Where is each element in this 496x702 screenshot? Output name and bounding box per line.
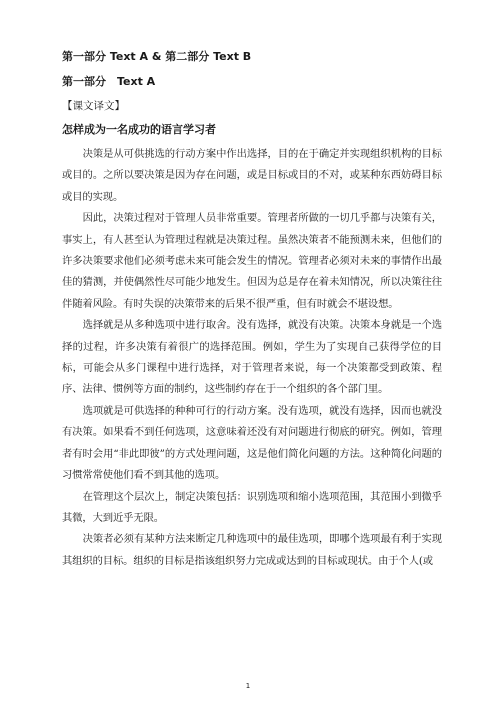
section-heading: 第一部分 Text A & 第二部分 Text B (62, 50, 252, 63)
page-number: 1 (245, 682, 251, 690)
paragraph: 决策是从可供挑选的行动方案中作出选择，目的在于确定并实现组织机构的目标或目的。之所以要决策是因为存在问题，或是目标或目的不对，或某种东西妨碍目标或目的实现。 (62, 148, 442, 203)
subsection-heading: 第一部分 Text A (62, 75, 156, 88)
section-label: 【课文译文】 (62, 100, 125, 112)
paragraph: 在管理这个层次上，制定决策包括：识别选项和缩小选项范围，其范围小到微乎其微，大到近乎无限。 (62, 490, 442, 524)
paragraph: 选择就是从多种选项中进行取舍。没有选择，就没有决策。决策本身就是一个选择的过程，许多决策有着很广的选择范围。例如，学生为了实现自己获得学位的目标，可能会从多门课程中进行选择，对于管理者来说，每一个决策都受到政策、程序、法律、惯例等方面的制约，这些制约存在于一个组织的各个部门里。 (62, 319, 442, 396)
document-body (62, 50, 442, 572)
paragraph: 选项就是可供选择的种种可行的行动方案。没有选项，就没有选择，因而也就没有决策。如果看不到任何选项，这意味着还没有对问题进行彻底的研究。例如，管理者有时会用“非此即彼”的方式处理问题，这是他们简化问题的方法。这种简化问题的习惯常常使他们看不到其他的选项。 (62, 404, 442, 482)
paragraph: 决策者必须有某种方法来断定几种选项中的最佳选项，即哪个选项最有利于实现其组织的目标。组织的目标是指该组织努力完成或达到的目标或现状。由于个人(或 (62, 533, 442, 567)
paragraph: 因此，决策过程对于管理人员非常重要。管理者所做的一切几乎都与决策有关，事实上，有人甚至认为管理过程就是决策过程。虽然决策者不能预测未来，但他们的许多决策要求他们必须考虑未来可能会发生的情况。管理者必须对未来的事情作出最佳的猜测，并使偶然性尽可能少地发生。但因为总是存在着未知情况，所以决策往往伴随着风险。有时失误的决策带来的后果不很严重，但有时就会不堪设想。 (62, 212, 442, 310)
article-title: 怎样成为一名成功的语言学习者 (62, 123, 216, 136)
